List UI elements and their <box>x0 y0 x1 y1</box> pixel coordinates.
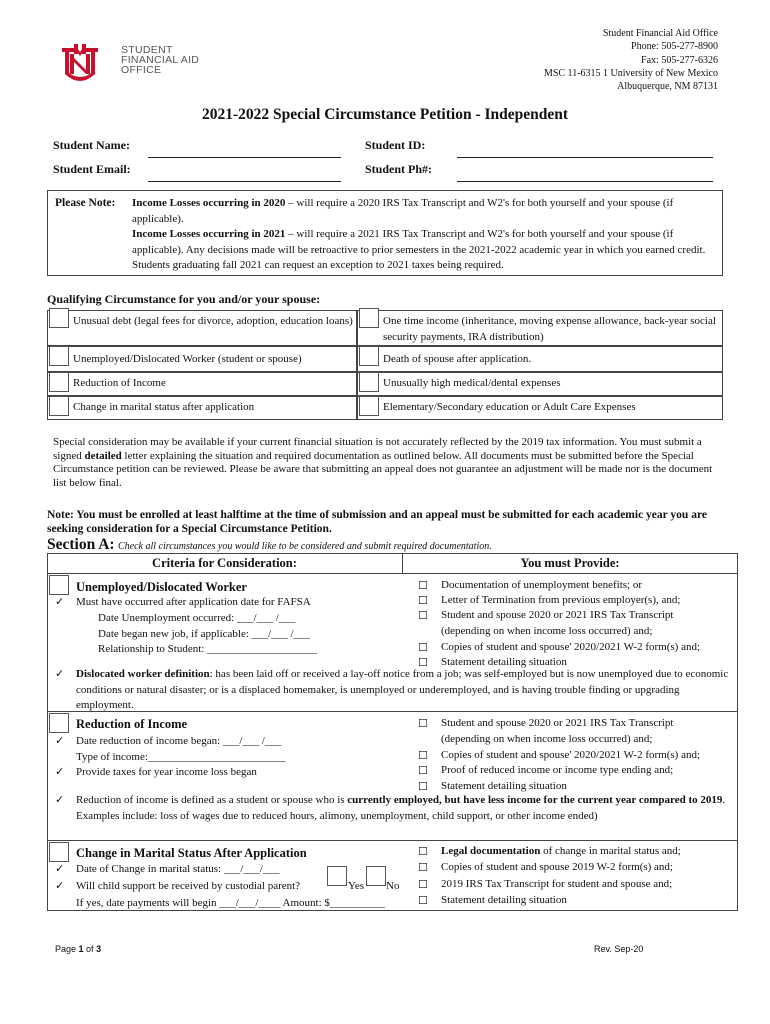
reduction-doc: Proof of reduced income or income type ending and; <box>441 764 674 776</box>
doc-checkbox-icon[interactable]: ☐ <box>418 656 428 669</box>
checkmark-icon: ✓ <box>55 862 65 875</box>
yes-label: Yes <box>348 880 365 892</box>
enrollment-note: Note: You must be enrolled at least halftime at the time of submission and an appeal must be submitted for each academic year you are seeking consideration for a Special Circumstance Petition. <box>47 509 707 535</box>
doc-checkbox-icon[interactable]: ☐ <box>418 845 428 858</box>
note-label: Please Note: <box>55 197 116 209</box>
legal-documentation-label: Legal documentation <box>441 845 541 857</box>
doc-checkbox-icon[interactable]: ☐ <box>418 861 428 874</box>
medical-expenses-checkbox[interactable] <box>359 372 379 392</box>
qual-medical: Unusually high medical/dental expenses <box>383 377 561 389</box>
doc-checkbox-icon[interactable]: ☐ <box>418 609 428 622</box>
qual-death-spouse: Death of spouse after application. <box>383 353 532 365</box>
reduction-doc: (depending on when income loss occurred) and; <box>441 733 653 745</box>
marital-section-checkbox[interactable] <box>49 842 69 862</box>
student-name-label: Student Name: <box>53 138 130 152</box>
checkmark-icon: ✓ <box>55 765 65 778</box>
student-email-field[interactable] <box>148 181 341 182</box>
student-phone-field[interactable] <box>457 181 713 182</box>
qual-reduction: Reduction of Income <box>73 377 166 389</box>
page-title: 2021-2022 Special Circumstance Petition - Independent <box>201 106 569 123</box>
dislocated-definition <box>76 667 732 714</box>
new-job-date: Date began new job, if applicable: ___/___ /___ <box>98 628 310 640</box>
legal-documentation-text: of change in marital status and; <box>540 845 681 857</box>
qual-education: Elementary/Secondary education or Adult Care Expenses <box>383 401 636 413</box>
income-type: Type of income:_________________________ <box>76 751 286 763</box>
doc-checkbox-icon[interactable]: ☐ <box>418 641 428 654</box>
logo-text <box>121 45 199 75</box>
marital-doc: Statement detailing situation <box>441 894 567 906</box>
student-id-label: Student ID: <box>365 138 426 152</box>
one-time-income-checkbox[interactable] <box>359 308 379 328</box>
unemployed-criteria: Must have occurred after application date for FAFSA <box>76 596 311 608</box>
page-text: Page <box>55 944 79 954</box>
definition-text: . Examples include: loss of wages due to reduced hours, alimony, unemployment, child support, or other income ended) <box>76 794 726 822</box>
qual-marital: Change in marital status after application <box>73 401 255 413</box>
doc-checkbox-icon[interactable]: ☐ <box>418 764 428 777</box>
special-consideration-text <box>53 436 723 490</box>
row-divider <box>47 840 738 841</box>
no-label: No <box>386 880 400 892</box>
definition-text: : has been laid off or received a lay-off notice from a job; was self-employed but is now unemployed due to economic conditions or natural disaster; or is a displaced homemaker, is unemployed or underemployed, and is having trouble finding or upgrading employment. <box>76 668 729 712</box>
checkmark-icon: ✓ <box>55 879 65 892</box>
office-line: Student Financial Aid Office <box>602 28 718 39</box>
reduction-section-checkbox[interactable] <box>49 713 69 733</box>
student-phone-label: Student Ph#: <box>365 162 433 176</box>
logo-line: OFFICE <box>121 64 162 76</box>
doc-checkbox-icon[interactable]: ☐ <box>418 780 428 793</box>
unemp-doc: Copies of student and spouse' 2020/2021 W-2 form(s) and; <box>441 641 701 653</box>
student-id-field[interactable] <box>457 157 713 158</box>
qual-one-time-income: One time income (inheritance, moving expense allowance, back-year social security payments, IRA distribution) <box>383 315 716 343</box>
page-total: 3 <box>96 944 102 954</box>
special-text-bold: detailed <box>84 449 122 462</box>
child-support-yes-checkbox[interactable] <box>327 866 347 886</box>
unemployed-title: Unemployed/Dislocated Worker <box>76 580 247 594</box>
marital-title: Change in Marital Status After Application <box>76 846 307 860</box>
marital-doc <box>441 844 681 860</box>
logo-line: STUDENT <box>121 44 173 56</box>
child-support-question: Will child support be received by custodial parent? <box>76 880 301 892</box>
education-expenses-checkbox[interactable] <box>359 396 379 416</box>
unemp-doc: Statement detailing situation <box>441 656 567 668</box>
note-2021-heading: Income Losses occurring in 2021 <box>132 228 286 241</box>
checkmark-icon: ✓ <box>55 667 65 680</box>
definition-text: Reduction of income is defined as a student or spouse who is <box>76 794 348 806</box>
unemp-doc: Student and spouse 2020 or 2021 IRS Tax Transcript <box>441 609 674 621</box>
reduction-doc: Statement detailing situation <box>441 780 567 792</box>
student-name-field[interactable] <box>148 157 341 158</box>
note-2020-text: – will require a 2020 IRS Tax Transcript and W2's for both yourself and your spouse (if applicable). <box>132 197 674 225</box>
reduction-doc: Student and spouse 2020 or 2021 IRS Tax Transcript <box>441 717 674 729</box>
doc-checkbox-icon[interactable]: ☐ <box>418 579 428 592</box>
reduction-taxes: Provide taxes for year income loss began <box>76 766 257 778</box>
doc-checkbox-icon[interactable]: ☐ <box>418 894 428 907</box>
note-2020-heading: Income Losses occurring in 2020 <box>132 197 286 209</box>
reduction-title: Reduction of Income <box>76 717 188 731</box>
death-of-spouse-checkbox[interactable] <box>359 346 379 366</box>
checkmark-icon: ✓ <box>55 793 65 806</box>
doc-checkbox-icon[interactable]: ☐ <box>418 594 428 607</box>
office-fax: Fax: 505-277-6326 <box>641 54 718 66</box>
unemployed-checkbox[interactable] <box>49 346 69 366</box>
checkmark-icon: ✓ <box>55 595 65 608</box>
section-a-title: Section A: <box>47 536 115 553</box>
unemp-doc: (depending on when income loss occurred) and; <box>441 625 653 637</box>
table-header-divider <box>47 573 738 574</box>
page-text: of <box>83 944 97 954</box>
marital-doc: 2019 IRS Tax Transcript for student and spouse and; <box>441 878 673 890</box>
note-2021-text: – will require a 2021 IRS Tax Transcript and W2's for both yourself and your spouse (if applicable). Any decisions made will be retroactive to prior semesters in the 2021-2022 academic year in which you earned credit. Students graduating fall 2021 can request an exception to 2021 taxes being required. <box>132 228 706 272</box>
qual-unemployed: Unemployed/Dislocated Worker (student or spouse) <box>73 353 302 365</box>
unemployment-date: Date Unemployment occurred: ___/___ /___ <box>98 612 296 624</box>
reduction-date: Date reduction of income began: ___/___ /___ <box>76 735 282 747</box>
definition-bold: currently employed, but have less income for the current year compared to 2019 <box>347 794 723 806</box>
office-address <box>544 27 718 93</box>
child-support-no-checkbox[interactable] <box>366 866 386 886</box>
special-text: Special consideration may be available if your current financial situation is not accurately reflected by the 2019 tax information. You must submit a signed <box>53 436 702 462</box>
definition-label: Dislocated worker definition <box>76 668 210 680</box>
qualifying-title: Qualifying Circumstance for you and/or your spouse: <box>47 292 321 306</box>
doc-checkbox-icon[interactable]: ☐ <box>418 717 428 730</box>
payment-start-amount: If yes, date payments will begin ___/___/____ Amount: $__________ <box>76 897 385 909</box>
note-text <box>132 196 717 274</box>
student-email-label: Student Email: <box>53 162 131 176</box>
marital-change-date: Date of Change in marital status: ___/___/___ <box>76 863 280 875</box>
office-line: Albuquerque, NM 87131 <box>617 81 718 93</box>
office-phone: Phone: 505-277-8900 <box>631 41 718 53</box>
page-number <box>55 944 101 954</box>
reduction-definition <box>76 793 732 824</box>
provide-header: You must Provide: <box>520 556 620 570</box>
marital-doc: Copies of student and spouse 2019 W-2 form(s) and; <box>441 861 673 873</box>
criteria-header: Criteria for Consideration: <box>152 556 297 570</box>
special-text: letter explaining the situation and required documentation as outlined below. All documents must be submitted before the Special Circumstance petition can be reviewed. Please be aware that submitting an appeal does not guarantee an adjustment will be made nor is the document list below final. <box>53 449 713 489</box>
unemp-doc: Documentation of unemployment benefits; or <box>441 579 643 591</box>
qual-unusual-debt: Unusual debt (legal fees for divorce, adoption, education loans) <box>73 315 353 327</box>
page-current: 1 <box>78 944 84 954</box>
unusual-debt-checkbox[interactable] <box>49 308 69 328</box>
unemp-doc: Letter of Termination from previous employer(s), and; <box>441 594 681 606</box>
logo-line: FINANCIAL AID <box>121 54 200 66</box>
doc-checkbox-icon[interactable]: ☐ <box>418 749 428 762</box>
revision-date: Rev. Sep-20 <box>594 944 644 954</box>
unemployed-section-checkbox[interactable] <box>49 575 69 595</box>
reduction-income-checkbox[interactable] <box>49 372 69 392</box>
doc-checkbox-icon[interactable]: ☐ <box>418 878 428 891</box>
reduction-doc: Copies of student and spouse' 2020/2021 W-2 form(s) and; <box>441 749 701 761</box>
marital-change-checkbox[interactable] <box>49 396 69 416</box>
relationship-field: Relationship to Student: ____________________ <box>98 643 318 655</box>
office-line: MSC 11-6315 1 University of New Mexico <box>543 67 718 79</box>
section-a-instruction: Check all circumstances you would like to be considered and submit required documentation. <box>118 541 492 552</box>
checkmark-icon: ✓ <box>55 734 65 747</box>
